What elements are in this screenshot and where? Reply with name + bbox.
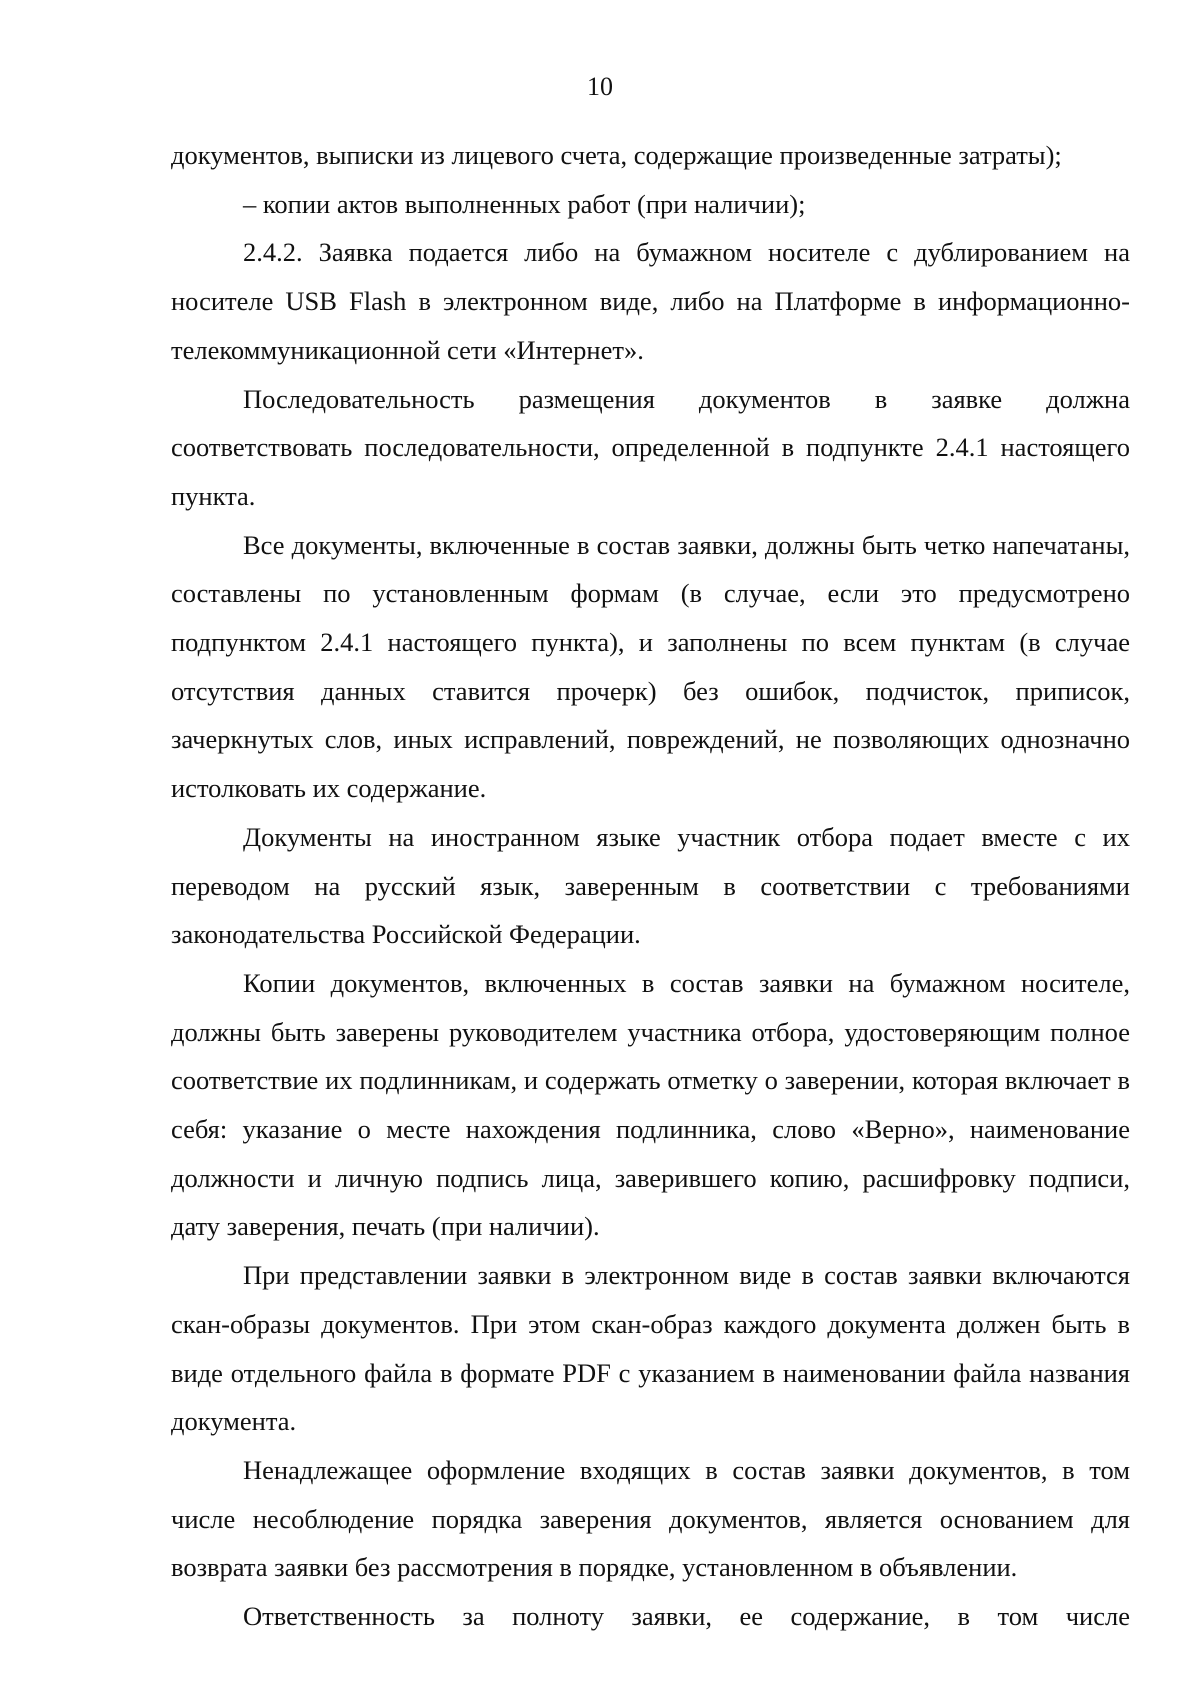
paragraph: При представлении заявки в электронном виде в состав заявки включаются скан-образы документов. При этом скан-образ каждого документа должен быть в виде отдельного файла в формате PDF с указанием в наименовании файла названия документа. (171, 1260, 1130, 1437)
paragraph-truncated: Ответственность за полноту заявки, ее содержание, в том числе (243, 1601, 1130, 1632)
paragraph: Последовательность размещения документов в заявке должна соответствовать последовательности, определенной в подпункте 2.4.1 настоящего пункта. (171, 383, 1130, 511)
paragraph: Копии документов, включенных в состав заявки на бумажном носителе, должны быть заверены руководителем участника отбора, удостоверяющим полное соответствие их подлинникам, и содержать отметку о заверении, которая включает в себя: указание о месте нахождения подлинника, слово «Верно», наименование должности и личную подпись лица, заверившего копию, расшифровку подписи, дату заверения, печать (при наличии). (171, 967, 1130, 1242)
paragraph: Все документы, включенные в состав заявки, должны быть четко напечатаны, составлены по установленным формам (в случае, если это предусмотрено подпунктом 2.4.1 настоящего пункта), и заполнены по всем пунктам (в случае отсутствия данных ставится прочерк) без ошибок, подчисток, приписок, зачеркнутых слов, иных исправлений, повреждений, не позволяющих однозначно истолковать их содержание. (171, 529, 1130, 804)
paragraph: Документы на иностранном языке участник отбора подает вместе с их переводом на русский язык, заверенным в соответствии с требованиями законодательства Российской Федерации. (171, 821, 1130, 950)
document-body (171, 131, 1130, 1641)
page-number: 10 (587, 72, 613, 101)
paragraph-continuation: документов, выписки из лицевого счета, содержащие произведенные затраты); (171, 140, 1062, 170)
paragraph-section-2-4-2: 2.4.2. Заявка подается либо на бумажном носителе с дублированием на носителе USB Flash в электронном виде, либо на Платформе в информационно-телекоммуникационной сети «Интернет». (171, 237, 1130, 365)
paragraph-list-item: – копии актов выполненных работ (при наличии); (243, 188, 806, 219)
paragraph: Ненадлежащее оформление входящих в состав заявки документов, в том числе несоблюдение порядка заверения документов, является основанием для возврата заявки без рассмотрения в порядке, установленном в объявлении. (171, 1454, 1130, 1583)
